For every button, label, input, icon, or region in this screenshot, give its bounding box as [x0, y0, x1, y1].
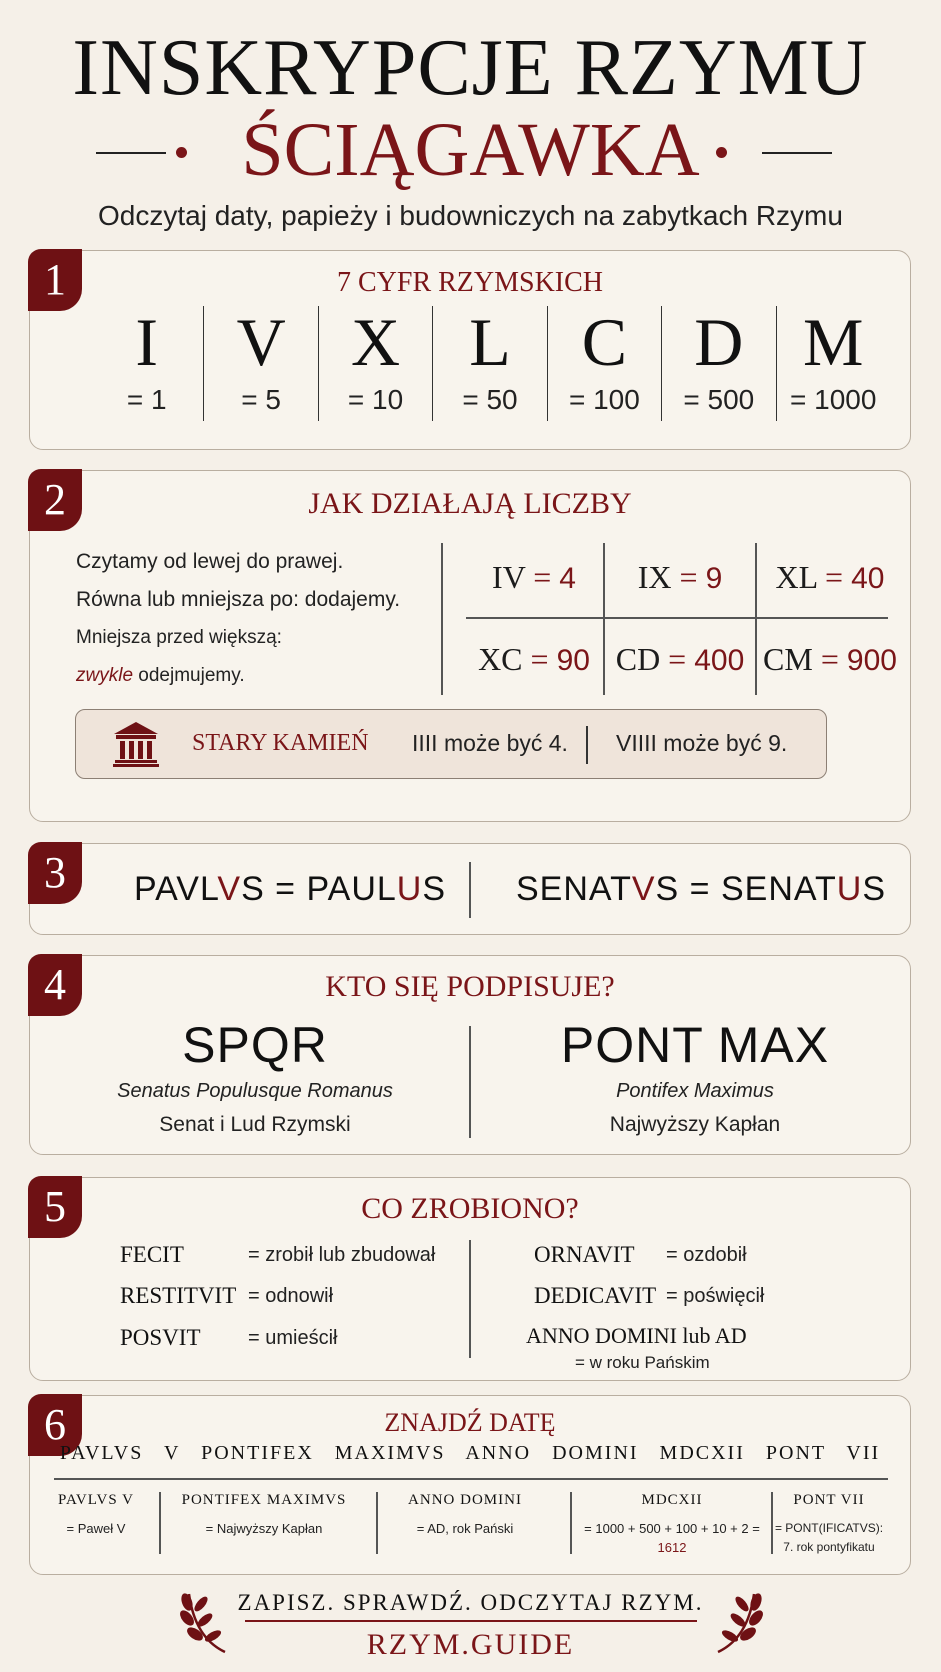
- pair-roman: XL: [775, 559, 818, 595]
- breakdown-body: = Paweł V: [66, 1521, 126, 1536]
- stone-text: IIII może być 4.: [412, 730, 568, 756]
- section-number-badge: 5: [28, 1176, 82, 1238]
- highlight-letter: V: [631, 870, 656, 908]
- breakdown-head: MDCXII: [641, 1492, 703, 1508]
- column-divider: [771, 1492, 773, 1554]
- breakdown-body: = PONT(IFICATVS):: [774, 1521, 884, 1535]
- latin-expansion: Pontifex Maximus: [616, 1080, 774, 1102]
- column-divider: [755, 543, 757, 695]
- column-divider: [469, 1240, 471, 1358]
- numeral-glyph: X: [351, 304, 401, 380]
- verb-gloss: = w roku Pańskim: [575, 1353, 710, 1372]
- section-heading: ZNAJDŹ DATĘ: [384, 1408, 556, 1437]
- section-heading: 7 CYFR RZYMSKICH: [336, 267, 604, 298]
- pair-equals: =: [530, 641, 549, 677]
- abbreviation: PONT MAX: [560, 1017, 830, 1073]
- numeral-value: = 1000: [790, 384, 877, 415]
- inscription-sequence: PAVLVS V PONTIFEX MAXIMVS ANNO DOMINI MDCXII PONT VII: [59, 1442, 881, 1464]
- numeral-value: = 10: [347, 384, 404, 415]
- pair-value: 900: [846, 644, 897, 677]
- date-breakdown-col: [574, 1492, 770, 1557]
- section-how-numbers-work: [29, 470, 911, 822]
- breakdown-body: = AD, rok Pański: [416, 1521, 514, 1536]
- polish-translation: Senat i Lud Rzymski: [159, 1113, 351, 1136]
- section-number-badge: 2: [28, 469, 82, 531]
- pair-roman: CM: [763, 641, 813, 677]
- latin-verb: ORNAVIT: [534, 1242, 635, 1267]
- numeral-glyph: I: [135, 304, 159, 380]
- example-text: PAVL: [134, 870, 218, 908]
- numeral-grid: [90, 306, 890, 421]
- footer-site: RZYM.GUIDE: [366, 1628, 575, 1661]
- rule-emphasis: zwykle: [76, 665, 134, 686]
- section-heading: CO ZROBIONO?: [361, 1192, 579, 1225]
- stone-text: VIIII może być 9.: [616, 730, 788, 756]
- pair-value: 4: [559, 562, 576, 595]
- stone-divider: [586, 726, 588, 764]
- breakdown-head: PAVLVS V: [58, 1492, 134, 1508]
- v-u-example: [516, 870, 886, 909]
- column-divider: [159, 1492, 161, 1554]
- subtractive-pair: [464, 641, 604, 678]
- breakdown-head: PONT VII: [793, 1492, 865, 1508]
- polish-translation: Najwyższy Kapłan: [609, 1113, 781, 1136]
- section-number-badge: 1: [28, 249, 82, 311]
- pair-equals: =: [668, 641, 687, 677]
- page-title: INSKRYPCJE RZYMU: [72, 24, 869, 112]
- numeral-glyph: D: [694, 304, 744, 380]
- latin-verb: POSVIT: [120, 1325, 201, 1350]
- numeral-cell: [433, 306, 547, 421]
- pair-equals: =: [825, 559, 844, 595]
- pair-roman: IV: [492, 559, 526, 595]
- rule-text-line: [76, 657, 436, 695]
- rules-list: [76, 543, 436, 695]
- breakdown-body-line: [574, 1519, 770, 1557]
- verb-gloss: = zrobił lub zbudował: [248, 1244, 436, 1266]
- pair-value: 9: [705, 562, 723, 595]
- subtractive-pair: [760, 559, 900, 596]
- rule-text: odejmujemy.: [138, 665, 245, 686]
- column-divider: [469, 862, 471, 918]
- footer-rule: [245, 1620, 697, 1622]
- date-breakdown-col: [164, 1492, 364, 1538]
- pair-value: 40: [851, 562, 885, 595]
- date-breakdown-col: [380, 1492, 550, 1538]
- verb-gloss: = ozdobił: [666, 1244, 747, 1266]
- pair-value: 400: [694, 644, 745, 677]
- breakdown-body: 7. rok pontyfikatu: [783, 1540, 875, 1554]
- pair-value: 90: [556, 644, 590, 677]
- column-divider: [376, 1492, 378, 1554]
- section-who-signs: [29, 955, 911, 1155]
- example-text: S = PAUL: [241, 870, 397, 908]
- numeral-value: = 50: [462, 384, 518, 415]
- latin-verb: DEDICAVIT: [534, 1283, 657, 1308]
- pair-roman: IX: [637, 559, 672, 595]
- breakdown-body: = Najwyższy Kapłan: [205, 1521, 323, 1536]
- stone-label: STARY KAMIEŃ: [192, 730, 369, 756]
- section-heading: JAK DZIAŁAJĄ LICZBY: [308, 487, 632, 520]
- subtitle-row: [0, 108, 941, 192]
- numeral-value: = 100: [568, 384, 640, 415]
- latin-expansion: Senatus Populusque Romanus: [117, 1080, 393, 1102]
- numeral-glyph: L: [469, 304, 511, 380]
- column-divider: [570, 1492, 572, 1554]
- verb-gloss: = umieścił: [248, 1327, 338, 1349]
- highlight-letter: U: [396, 870, 423, 908]
- example-text: S: [862, 870, 887, 908]
- section-find-date: [29, 1395, 911, 1575]
- section-number-badge: 4: [28, 954, 82, 1016]
- numeral-cell: [90, 306, 204, 421]
- breakdown-head: ANNO DOMINI: [408, 1492, 522, 1508]
- footer-motto: ZAPISZ. SPRAWDŹ. ODCZYTAJ RZYM.: [237, 1590, 704, 1615]
- column-divider: [441, 543, 443, 695]
- latin-verb: FECIT: [120, 1242, 184, 1267]
- row-divider: [54, 1478, 888, 1480]
- row-divider: [466, 617, 888, 619]
- example-text: S = SENAT: [655, 870, 837, 908]
- subtractive-pair: [610, 559, 750, 596]
- section-v-equals-u: [29, 843, 911, 935]
- temple-icon: [112, 720, 160, 768]
- subtractive-pair: [760, 641, 900, 678]
- ornament-line-right: [762, 152, 832, 154]
- abbreviation-pont-max: [500, 1016, 890, 1137]
- old-stone-note: [75, 709, 827, 779]
- latin-verb: RESTITVIT: [120, 1283, 237, 1308]
- numeral-cell: [319, 306, 433, 421]
- breakdown-body: = 1000 + 500 + 100 + 10 + 2 =: [584, 1521, 760, 1536]
- pair-equals: =: [533, 559, 552, 595]
- rule-text: Równa lub mniejsza po: dodajemy.: [76, 588, 401, 611]
- tagline: Odczytaj daty, papieży i budowniczych na zabytkach Rzymu: [98, 200, 843, 231]
- v-u-example: [134, 870, 446, 909]
- abbreviation: SPQR: [182, 1017, 328, 1073]
- pair-roman: XC: [478, 641, 523, 677]
- numeral-cell: [777, 306, 890, 421]
- numeral-cell: [548, 306, 662, 421]
- highlight-letter: V: [217, 870, 242, 908]
- pair-roman: CD: [615, 641, 661, 677]
- date-breakdown-col: [36, 1492, 156, 1538]
- section-number-badge: 3: [28, 842, 82, 904]
- pair-equals: =: [679, 559, 698, 595]
- breakdown-head: PONTIFEX MAXIMVS: [181, 1492, 347, 1508]
- subtractive-pair: [464, 559, 604, 596]
- subtractive-pair: [610, 641, 750, 678]
- date-result: 1612: [657, 1540, 687, 1555]
- ornament-dot-right: [716, 147, 727, 158]
- latin-verb: ANNO DOMINI lub AD: [526, 1323, 747, 1348]
- column-divider: [469, 1026, 471, 1138]
- section-number-badge: 6: [28, 1394, 82, 1456]
- verb-gloss: = poświęcił: [666, 1285, 765, 1307]
- section-numerals: [29, 250, 911, 450]
- pair-equals: =: [820, 641, 839, 677]
- rule-text: Czytamy od lewej do prawej.: [76, 550, 344, 573]
- numeral-glyph: V: [236, 304, 286, 380]
- numeral-glyph: C: [581, 304, 628, 380]
- date-breakdown-col: [774, 1492, 884, 1557]
- numeral-value: = 1: [126, 384, 167, 415]
- example-text: SENAT: [516, 870, 632, 908]
- numeral-value: = 5: [241, 384, 281, 415]
- numeral-cell: [662, 306, 776, 421]
- example-text: S: [422, 870, 447, 908]
- numeral-glyph: M: [803, 304, 864, 380]
- section-what-was-done: [29, 1177, 911, 1381]
- highlight-letter: U: [836, 870, 863, 908]
- section-heading: KTO SIĘ PODPISUJE?: [325, 970, 615, 1003]
- abbreviation-spqr: [70, 1016, 440, 1137]
- page-subtitle: ŚCIĄGAWKA: [241, 108, 700, 192]
- numeral-cell: [204, 306, 318, 421]
- rule-text: Mniejsza przed większą:: [76, 627, 282, 648]
- verb-gloss: = odnowił: [248, 1285, 334, 1307]
- numeral-value: = 500: [683, 384, 755, 415]
